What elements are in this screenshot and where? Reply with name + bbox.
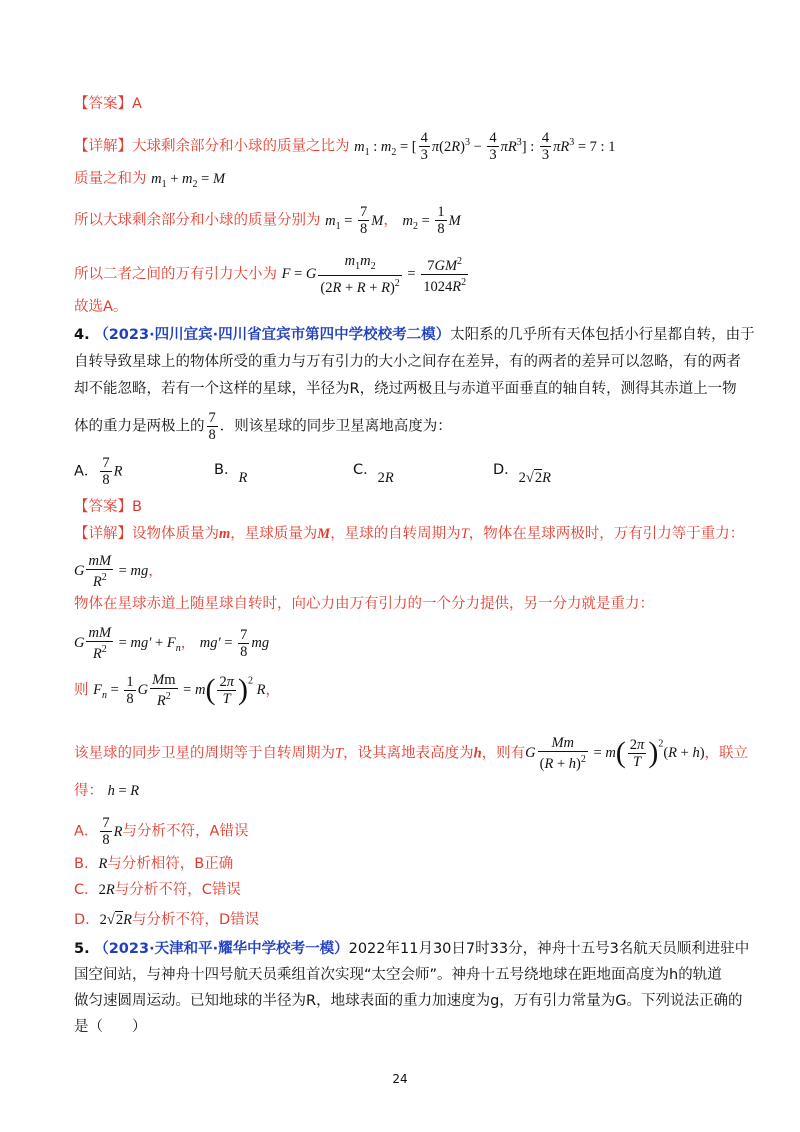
question-number: 5. xyxy=(74,941,90,957)
masses-line xyxy=(74,204,461,237)
q4-stem-line-3: 却不能忽略，若有一个这样的星球，半径为R，绕过两极且与赤道平面垂直的轴自转，测得其赤道上一物 xyxy=(74,381,737,397)
judge-prefix: C． xyxy=(74,882,99,898)
detail-text: ，物体在星球两极时，万有引力等于重力： xyxy=(468,526,745,542)
sync-text: 该星球的同步卫星的周期等于自转周期为 xyxy=(74,745,335,762)
judge-prefix: B． xyxy=(74,856,99,872)
judge-a: A． $\frac{7}{8}$ R与分析不符，A错误 xyxy=(74,815,249,848)
answer-line-q4 xyxy=(74,497,142,517)
mass-sum-line xyxy=(74,169,225,195)
option-b[interactable]: B．R xyxy=(214,462,248,486)
page-number: 24 xyxy=(392,1072,408,1086)
judge-prefix: A． xyxy=(74,823,99,840)
sync-line: 该星球的同步卫星的周期等于自转周期为T，设其离地表高度为h，则有G $\frac{Mm}{(R + h)^2}$ = m( $\frac{2\pi}{T}$ )$^2$(R + h)，联立 xyxy=(74,735,749,772)
option-c[interactable]: C．2R xyxy=(353,462,394,486)
detail-text: ，星球的自转周期为 xyxy=(330,526,461,542)
stem-text: 太阳系的几乎所有天体包括小行星都自转，由于 xyxy=(450,327,755,343)
q4-stem-line-1 xyxy=(74,325,755,345)
detail-line-q3 xyxy=(74,130,615,163)
comma: ， xyxy=(265,682,280,699)
stem-text: 体的重力是两极上的 xyxy=(74,418,205,435)
option-label: D． xyxy=(493,462,519,478)
centripetal-equation: 则 $F_n$ = $\frac{1}{8}$ G $\frac{Mm}{R^2}$ = m( $\frac{2\pi}{T}$ )$^2$ R， xyxy=(74,672,280,709)
q5-stem-line-2: 国空间站，与神舟十四号航天员乘组首次实现“太空会师”。神舟十五号绕地球在距地面高度为h的轨道 xyxy=(74,967,722,983)
question-source: （2023·四川宜宾·四川省宜宾市第四中学校校考二模） xyxy=(94,327,451,343)
fraction-seven-eighths: $\frac{7}{8}$ xyxy=(208,410,216,443)
answer-line-q3 xyxy=(74,94,142,114)
judge-b: B．R与分析相符，B正确 xyxy=(74,856,234,872)
option-label: C． xyxy=(353,462,378,478)
gravity-equation-2: G $\frac{mM}{R^2}$ = $mg' + F_n$， mg′ = $\frac{7}{8}$ mg xyxy=(74,625,270,662)
q5-stem-line-4: 是（ ） xyxy=(74,1019,147,1035)
judge-text: 与分析不符，A错误 xyxy=(122,823,249,840)
stem-text: ．则该星球的同步卫星离地高度为： xyxy=(219,418,452,435)
sync-text: 则有 xyxy=(496,745,526,762)
answer-value: B xyxy=(132,499,142,515)
q4-stem-line-2: 自转导致星球上的物体所受的重力与万有引力的大小之间存在差异，有的两者的差异可以忽略，有的两者 xyxy=(74,354,741,370)
sync-text: ，设其离地表高度为 xyxy=(343,745,474,762)
comma: ， xyxy=(180,635,196,652)
q5-stem-line-1 xyxy=(74,939,749,959)
masses-formula: $m_1$ = $\frac{7}{8}$ M xyxy=(325,204,384,237)
answer-value: A xyxy=(132,96,142,112)
answer-tag: 【答案】 xyxy=(74,96,132,112)
mass-sum-text: 质量之和为 xyxy=(74,171,147,187)
q5-stem-line-3: 做匀速圆周运动。已知地球的半径为R，地球表面的重力加速度为g，万有引力常量为G。下列说法正确的 xyxy=(74,993,743,1009)
judge-c: C．2R与分析不符，C错误 xyxy=(74,882,241,898)
result-line: 得： h = R xyxy=(74,783,140,799)
masses-formula-2: $m_2$ = $\frac{1}{8}$ M xyxy=(402,204,461,237)
masses-text: 所以大球剩余部分和小球的质量分别为 xyxy=(74,212,321,229)
mass-sum-formula: $m_1 + m_2 = M$ xyxy=(151,171,226,190)
option-label: A． xyxy=(74,463,99,480)
detail-text: 大球剩余部分和小球的质量之比为 xyxy=(132,138,350,155)
force-text: 所以二者之间的万有引力大小为 xyxy=(74,266,277,283)
detail-text: 设物体质量为 xyxy=(132,526,219,542)
then-label: 则 xyxy=(74,682,89,699)
question-source: （2023·天津和平·耀华中学校考一模） xyxy=(94,941,349,957)
comma: ， xyxy=(148,563,163,580)
q4-stem-line-4 xyxy=(74,410,452,443)
judge-text: 与分析相符，B正确 xyxy=(107,856,234,872)
force-formula: F = G $\frac{m_1m_2}{(2R + R + R)^2}$ = $\frac{7GM^2}{1024R^2}$ xyxy=(281,253,467,296)
option-a[interactable]: A． $\frac{7}{8}$ R xyxy=(74,455,123,488)
joint-text: ，联立 xyxy=(704,745,749,762)
detail-tag: 【详解】 xyxy=(74,526,132,542)
comma: ， xyxy=(383,212,398,229)
comma: ， xyxy=(481,745,497,762)
equator-text: 物体在星球赤道上随星球自转时，向心力由万有引力的一个分力提供，另一分力就是重力： xyxy=(74,596,654,612)
stem-text: 2022年11月30日7时33分，神舟十五号3名航天员顺利进驻中 xyxy=(348,941,750,957)
detail-tag: 【详解】 xyxy=(74,138,132,155)
question-number: 4. xyxy=(74,327,90,343)
judge-text: 与分析不符，D错误 xyxy=(132,912,260,928)
option-label: B． xyxy=(214,462,239,478)
judge-d: D．2√2R与分析不符，D错误 xyxy=(74,912,260,928)
force-line xyxy=(74,253,470,296)
judge-text: 与分析不符，C错误 xyxy=(114,882,241,898)
result-label: 得： xyxy=(74,783,103,799)
option-d[interactable]: D．2√2R xyxy=(493,462,551,486)
judge-prefix: D． xyxy=(74,912,100,928)
detail-text: ，星球质量为 xyxy=(230,526,318,542)
mass-ratio-formula: $m_1$ : $m_2$ = [ $\frac{4}{3}$ $\pi(2R)^3$ − $\frac{4}{3}$ $\pi R^3$] : $\frac{4}{3}$ $\pi R^3 = 7$ : 1 xyxy=(354,130,616,163)
gravity-equation-1: G $\frac{mM}{R^2}$ = mg， xyxy=(74,553,163,590)
detail-line-q4: 【详解】设物体质量为m，星球质量为M，星球的自转周期为T，物体在星球两极时，万有引力等于重力： xyxy=(74,526,745,542)
answer-tag: 【答案】 xyxy=(74,499,132,515)
conclusion-q3: 故选A。 xyxy=(74,299,128,315)
